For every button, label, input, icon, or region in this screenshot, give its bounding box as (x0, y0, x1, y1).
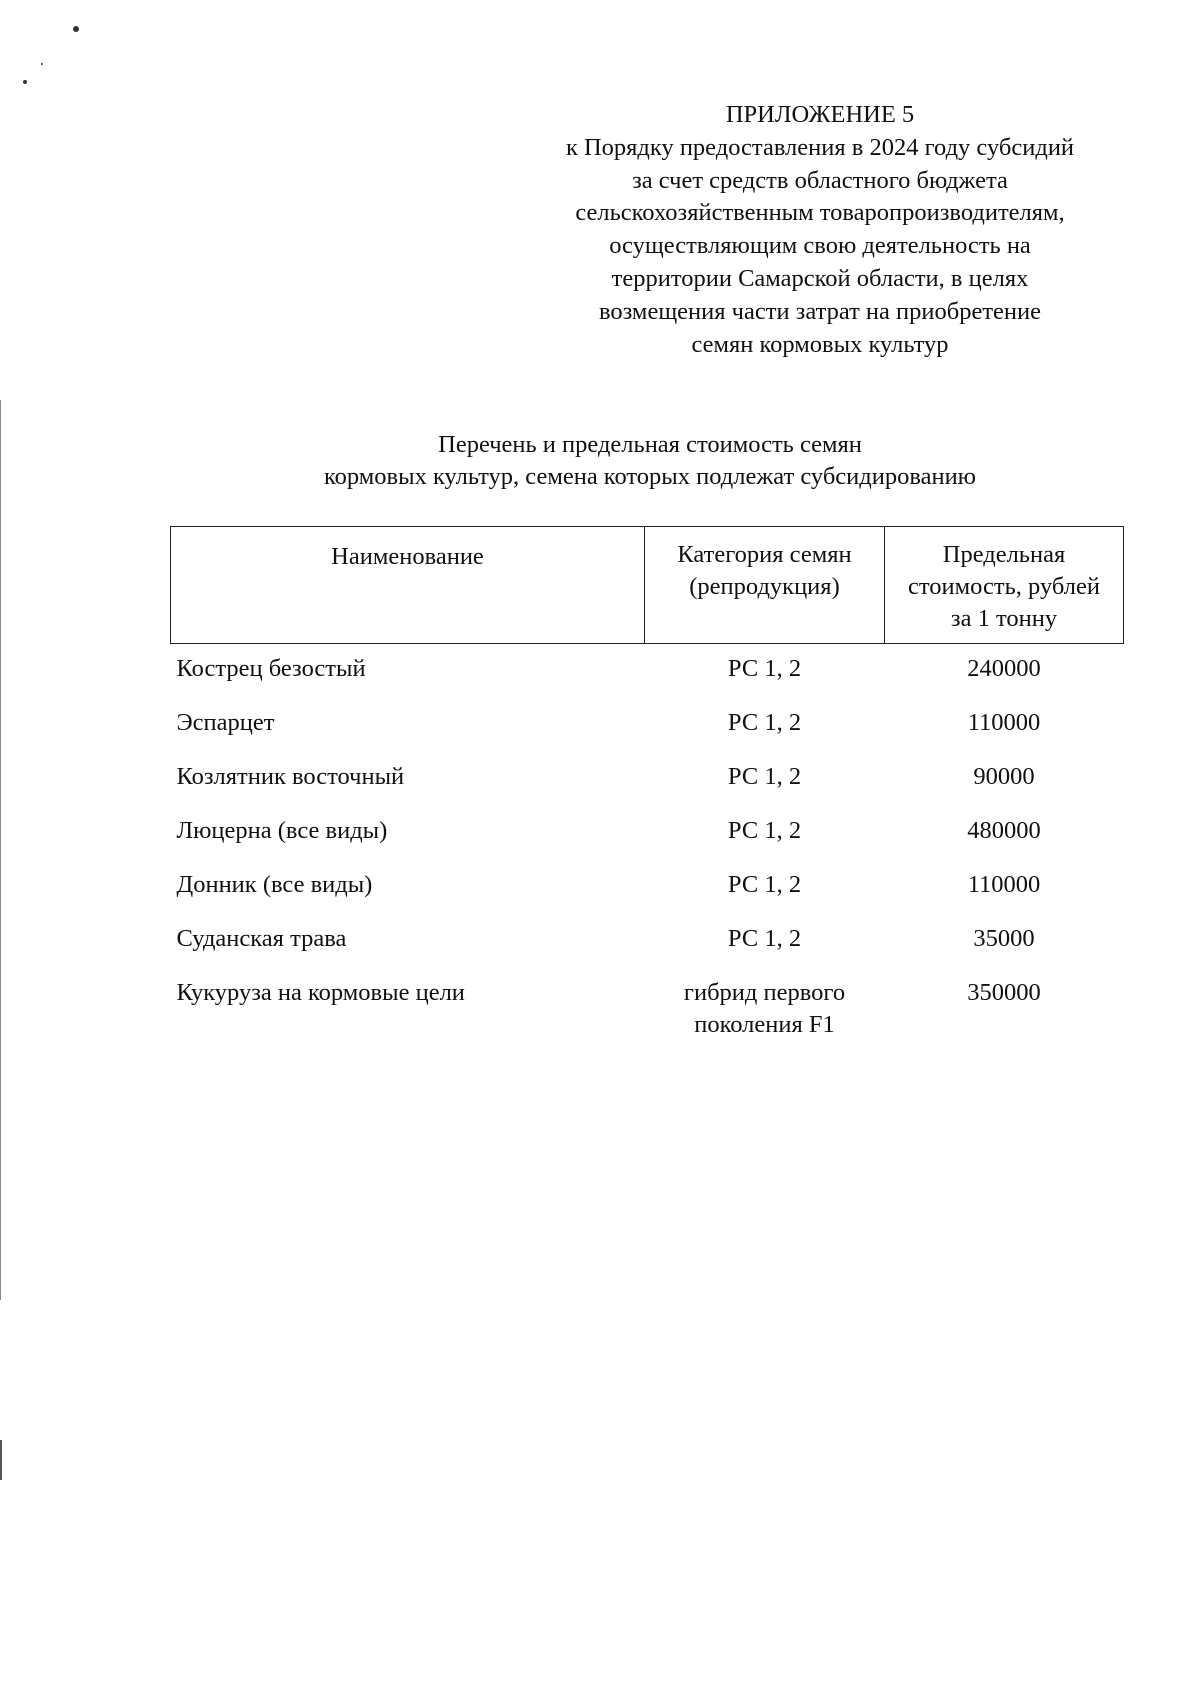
seed-price-table (170, 526, 1124, 1048)
row-price: 90000 (973, 762, 1035, 790)
appendix-heading: ПРИЛОЖЕНИЕ 5 (725, 101, 915, 128)
table-row (171, 752, 1124, 806)
scan-speck (41, 63, 43, 65)
row-category: РС 1, 2 (727, 870, 802, 898)
scan-speck (73, 26, 79, 32)
table-header-row (171, 527, 1124, 644)
row-category: РС 1, 2 (727, 924, 802, 952)
row-price: 35000 (973, 924, 1035, 952)
row-category: РС 1, 2 (727, 655, 802, 682)
row-price: 110000 (967, 870, 1041, 898)
row-price: 350000 (967, 978, 1041, 1006)
header-category-line1: Категория семян (677, 541, 852, 568)
header-category (645, 527, 885, 644)
appendix-line: сельскохозяйственным товаропроизводителям, (575, 199, 1065, 227)
table-row (171, 644, 1124, 698)
table-row (171, 914, 1124, 968)
row-name: Эспарцет (176, 708, 275, 736)
table-row (171, 698, 1124, 752)
appendix-line: возмещения части затрат на приобретение (598, 297, 1042, 325)
row-name: Кукуруза на кормовые цели (176, 978, 465, 1006)
row-name: Донник (все виды) (176, 870, 373, 898)
row-name: Кострец безостый (176, 655, 366, 682)
row-name: Суданская трава (176, 924, 347, 952)
title-line-1: Перечень и предельная стоимость семян (438, 431, 862, 458)
document-title (200, 429, 1100, 493)
header-price-line1: Предельная (942, 541, 1066, 568)
row-category: РС 1, 2 (727, 708, 802, 736)
scan-edge-mark (0, 1440, 2, 1480)
row-category-line2: поколения F1 (694, 1010, 835, 1038)
row-category (645, 968, 885, 1048)
table-row (171, 968, 1124, 1048)
row-price: 240000 (967, 655, 1041, 682)
row-category: РС 1, 2 (727, 816, 802, 844)
row-name: Козлятник восточный (176, 762, 405, 790)
scan-edge-mark (0, 400, 1, 1300)
row-price: 480000 (967, 816, 1041, 844)
table-row (171, 806, 1124, 860)
header-price-line2: стоимость, рублей (908, 573, 1100, 600)
row-name: Люцерна (все виды) (176, 816, 388, 844)
appendix-line: семян кормовых культур (691, 330, 949, 358)
row-category-line1: гибрид первого (683, 978, 846, 1006)
appendix-line: за счет средств областного бюджета (632, 166, 1008, 194)
appendix-line: территории Самарской области, в целях (611, 264, 1029, 292)
appendix-block (505, 99, 1135, 361)
appendix-line: к Порядку предоставления в 2024 году субсидий (565, 133, 1075, 161)
header-price-line3: за 1 тонну (950, 605, 1058, 632)
table-row (171, 860, 1124, 914)
header-name: Наименование (171, 527, 645, 644)
appendix-line: осуществляющим свою деятельность на (609, 232, 1031, 260)
row-category: РС 1, 2 (727, 762, 802, 790)
title-line-2: кормовых культур, семена которых подлежат субсидированию (324, 463, 976, 490)
header-category-line2: (репродукция) (689, 573, 840, 600)
header-price (885, 527, 1124, 644)
scan-speck (23, 80, 27, 84)
row-price: 110000 (967, 708, 1041, 736)
